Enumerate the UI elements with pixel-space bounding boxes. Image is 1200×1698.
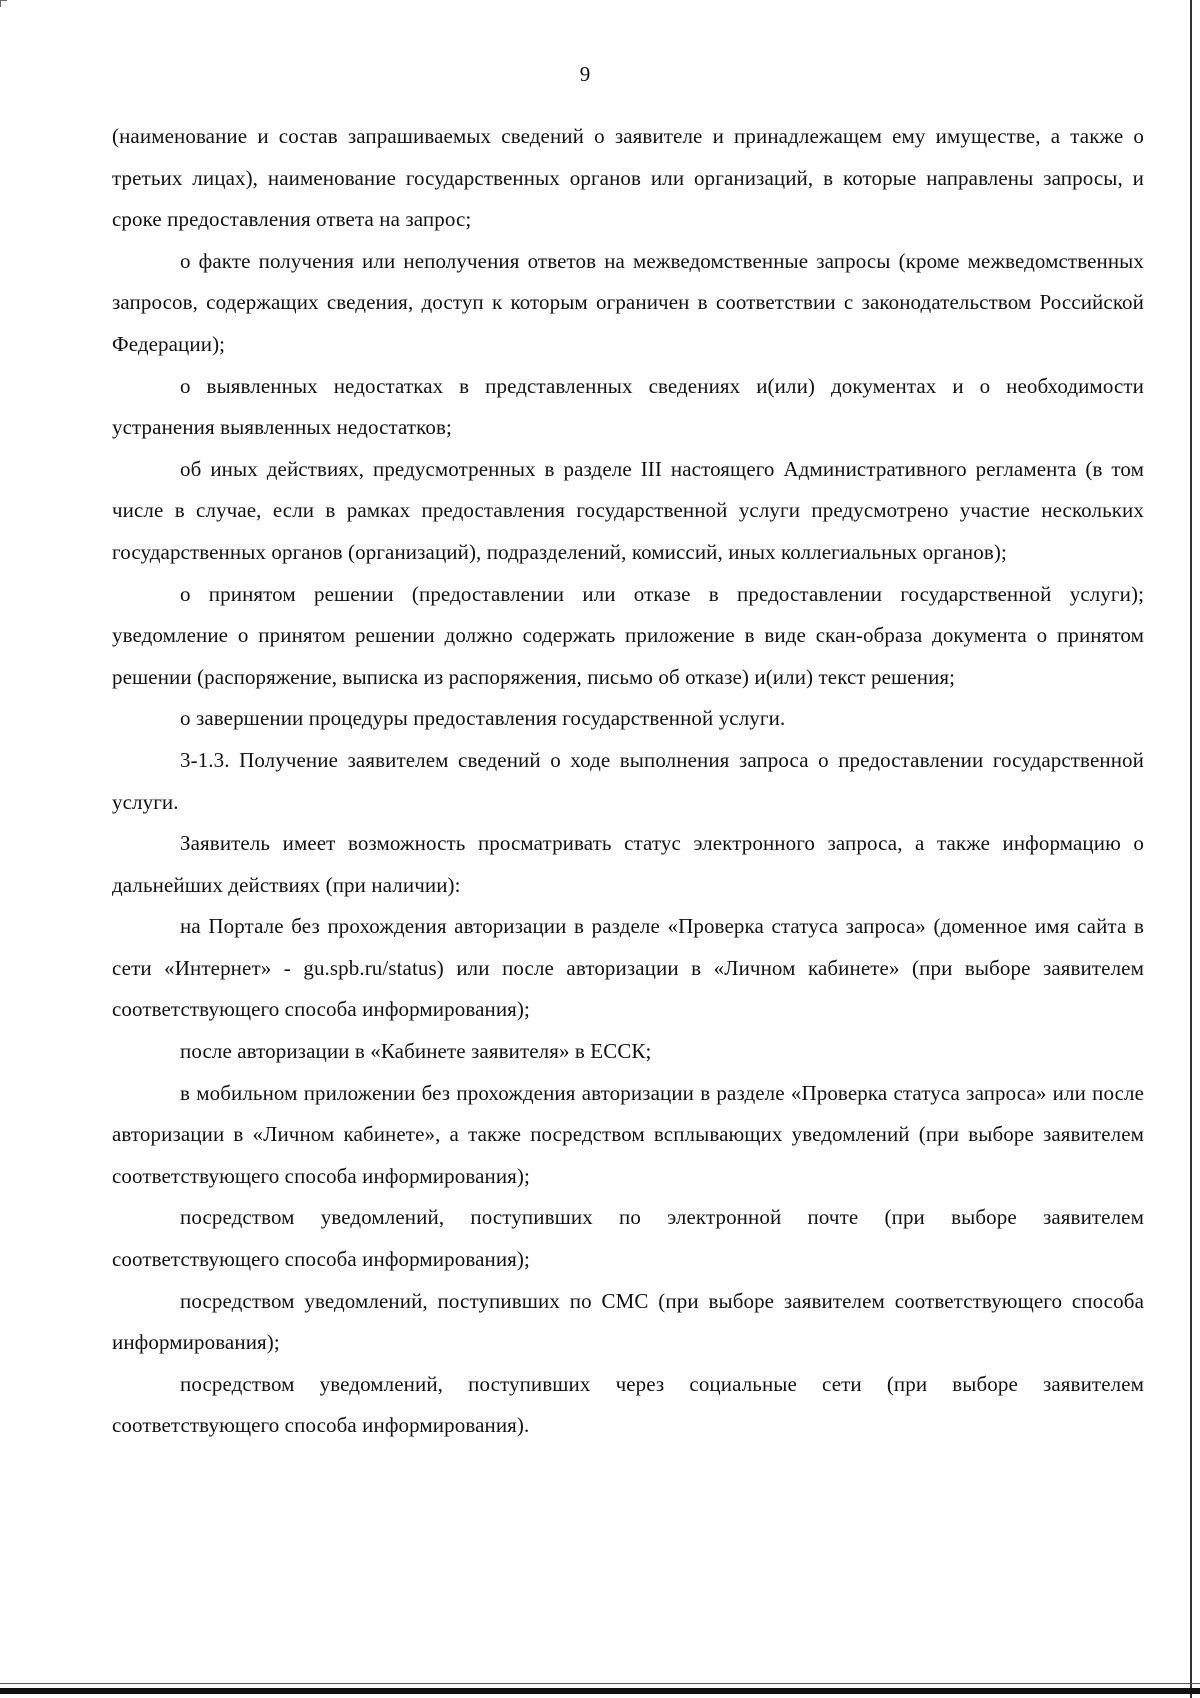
paragraph-1: (наименование и состав запрашиваемых сведений о заявителе и принадлежащем ему имуществе, а также о третьих лицах), наименование государственных органов или организаций, в которые направлены запросы, и сроке предоставления ответа на запрос; [112, 124, 1144, 232]
paragraph-8: Заявитель имеет возможность просматривать статус электронного запроса, а также информацию о дальнейших действиях (при наличии): [112, 831, 1144, 897]
paragraph-9: на Портале без прохождения авторизации в разделе «Проверка статуса запроса» (доменное имя сайта в сети «Интернет» - gu.spb.ru/status) или после авторизации в «Личном кабинете» (при выборе заявителем соответствующего способа информирования); [112, 914, 1144, 1022]
paragraph-5: о принятом решении (предоставлении или отказе в предоставлении государственной услуги); уведомление о принятом решении должно содержать приложение в виде скан-образа документа о принятом решении (распоряжение, выписка из распоряжения, письмо об отказе) и(или) текст решения; [112, 581, 1144, 689]
paragraph-7: 3-1.3. Получение заявителем сведений о ходе выполнения запроса о предоставлении государственной услуги. [112, 747, 1144, 814]
paragraph-3: о выявленных недостатках в представленных сведениях и(или) документах и о необходимости устранения выявленных недостатков; [112, 373, 1144, 440]
paragraph-12: посредством уведомлений, поступивших по электронной почте (при выборе заявителем соответствующего способа информирования); [112, 1205, 1144, 1272]
page-number: 9 [579, 62, 591, 86]
paragraph-4: об иных действиях, предусмотренных в разделе III настоящего Административного регламента (в том числе в случае, если в рамках предоставления государственной услуги предусмотрено участие нескольких государственных органов (организаций), подразделений, комиссий, иных коллегиальных органов); [112, 456, 1144, 564]
paragraph-10: после авторизации в «Кабинете заявителя» в ЕССК; [180, 1039, 652, 1064]
scan-bottom-border [0, 1688, 1200, 1694]
paragraph-6: о завершении процедуры предоставления государственной услуги. [180, 706, 786, 731]
document-body [112, 116, 1144, 1447]
paragraph-2: о факте получения или неполучения ответов на межведомственные запросы (кроме межведомственных запросов, содержащих сведения, доступ к которым ограничен в соответствии с законодательством Российской Федерации); [112, 248, 1144, 356]
scan-right-edge [1190, 0, 1192, 1698]
paragraph-14: посредством уведомлений, поступивших через социальные сети (при выборе заявителем соответствующего способа информирования). [112, 1371, 1144, 1438]
scan-bottom-line [0, 1683, 1200, 1684]
scan-corner-mark [0, 0, 7, 7]
paragraph-13: посредством уведомлений, поступивших по СМС (при выборе заявителем соответствующего способа информирования); [112, 1288, 1144, 1355]
paragraph-11: в мобильном приложении без прохождения авторизации в разделе «Проверка статуса запроса» или после авторизации в «Личном кабинете», а также посредством всплывающих уведомлений (при выборе заявителем соответствующего способа информирования); [112, 1080, 1144, 1188]
